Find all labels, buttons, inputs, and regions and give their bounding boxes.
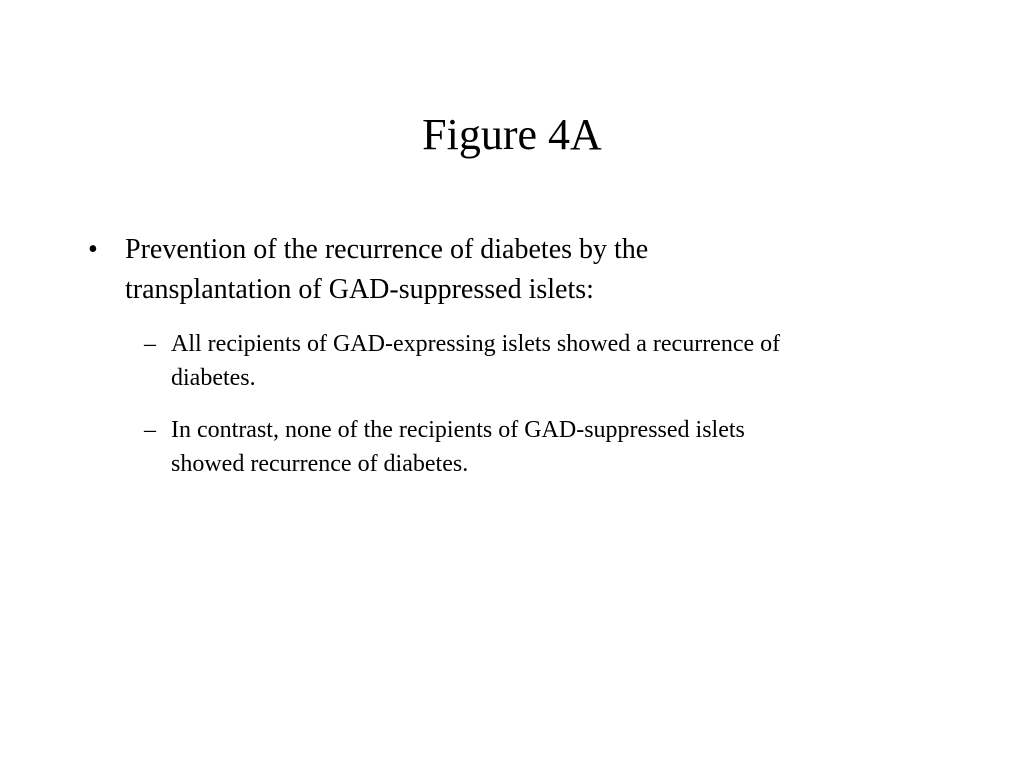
sub-bullet-marker: –: [144, 331, 156, 357]
bullet-text-line: transplantation of GAD-suppressed islets:: [125, 274, 594, 305]
sub-bullet-text-line: All recipients of GAD-expressing islets showed a recurrence of: [171, 331, 781, 357]
sub-bullet-text: [171, 327, 780, 395]
sub-bullet-item: [144, 413, 904, 481]
sub-bullet-text-line: In contrast, none of the recipients of GAD-suppressed islets: [171, 417, 745, 443]
sub-bullet-item: [144, 327, 904, 395]
bullet-text-line: Prevention of the recurrence of diabetes by the: [125, 234, 649, 265]
bullet-item: [88, 230, 848, 310]
bullet-marker: •: [88, 234, 98, 265]
sub-bullet-text-line: diabetes.: [171, 365, 256, 391]
sub-bullet-text-line: showed recurrence of diabetes.: [171, 451, 469, 477]
slide-title: Figure 4A: [422, 110, 602, 159]
sub-bullet-text: [171, 413, 745, 481]
bullet-text: [125, 230, 648, 310]
sub-bullet-marker: –: [144, 417, 156, 443]
